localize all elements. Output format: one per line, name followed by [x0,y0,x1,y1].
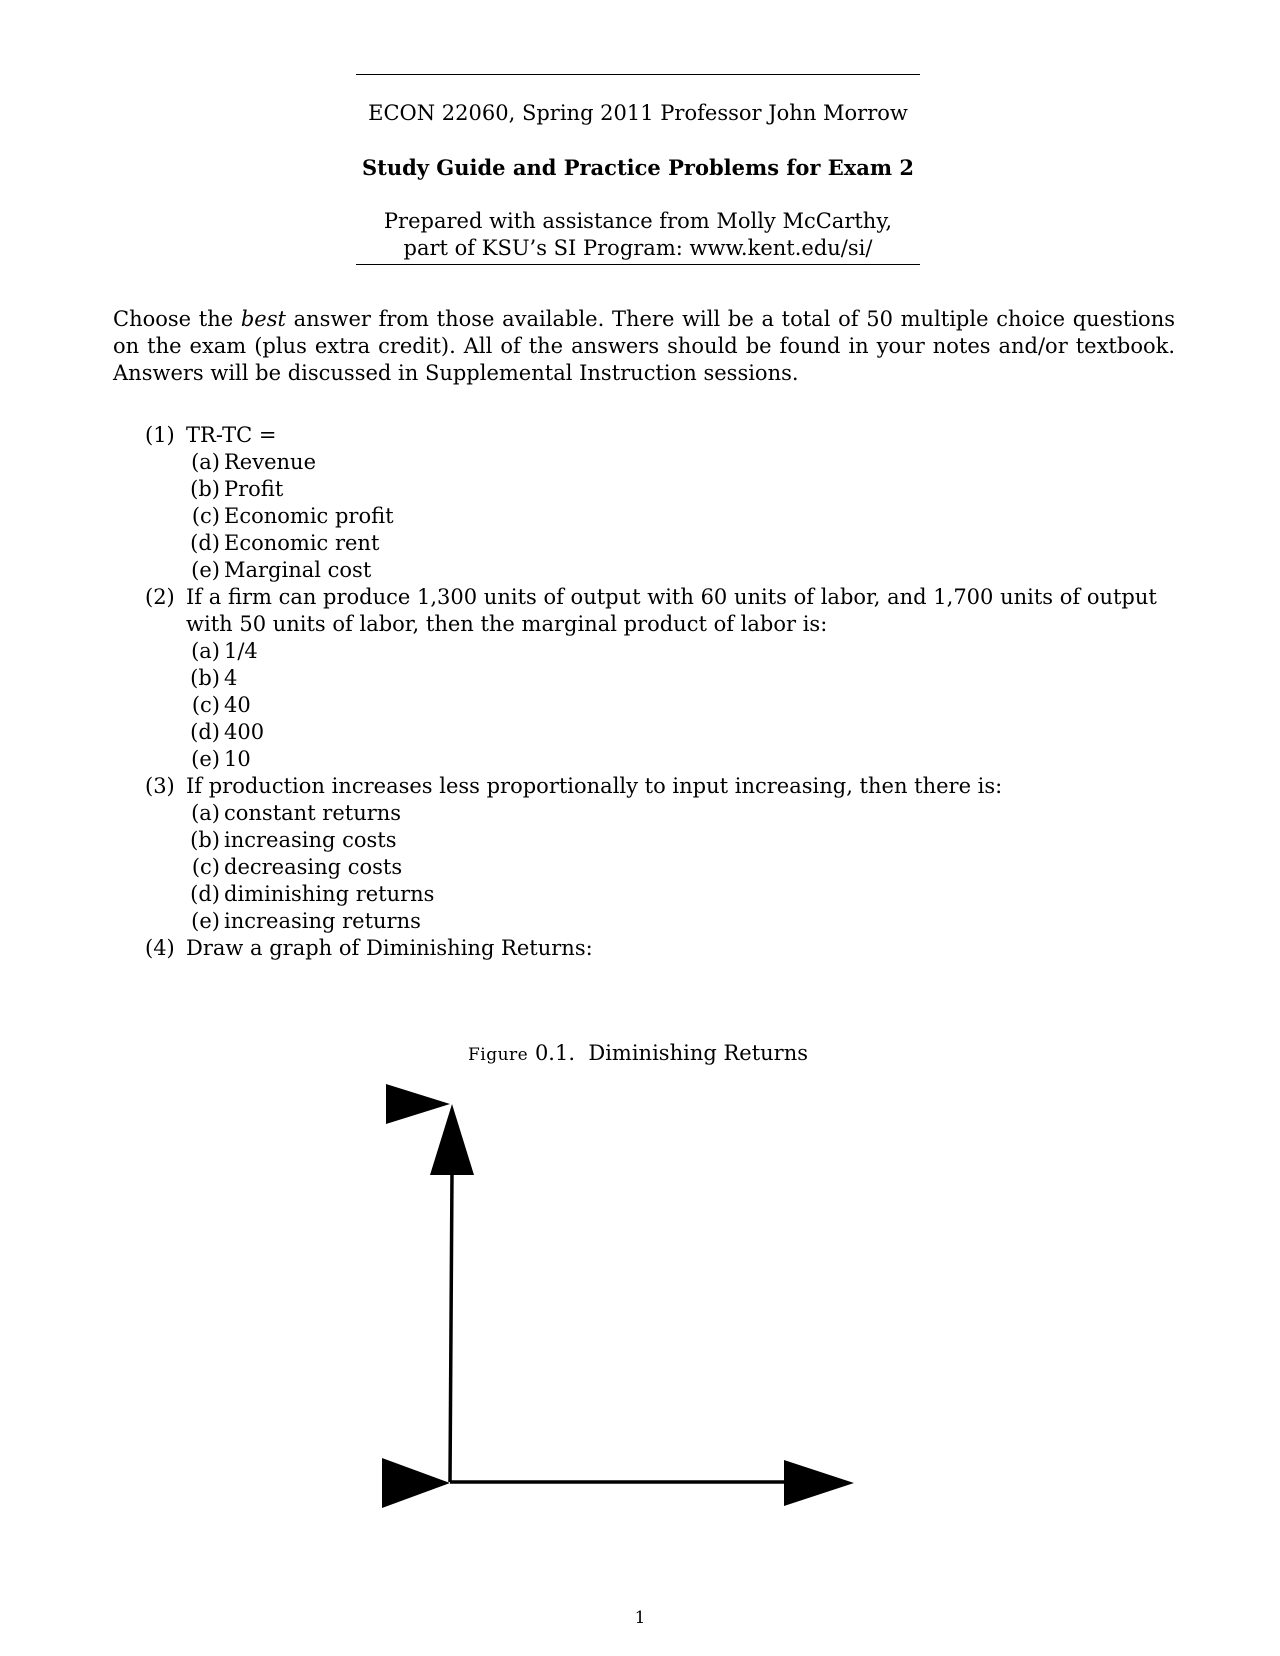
option-label: (d) [190,531,220,555]
document-title: Study Guide and Practice Problems for Exam 2 [361,155,915,180]
origin-arrowhead [382,1458,450,1508]
question-number: (2) [145,585,175,609]
y-axis-line [450,1172,452,1482]
question-2 [145,584,1175,773]
option-text: increasing returns [224,909,421,933]
option-label: (c) [191,855,220,879]
instructions-emphasis: best [240,307,286,331]
answer-option [186,881,1175,908]
answer-option [186,827,1175,854]
option-text: increasing costs [224,828,397,852]
answer-option [186,638,1175,665]
prepared-line-1: Prepared with assistance from Molly McCarthy, [383,209,893,233]
blank-axes-figure [360,1060,920,1520]
question-1 [145,422,1175,584]
x-axis-arrowhead [784,1460,854,1506]
instructions-text-start: Choose the [113,307,241,331]
figure-caption-number: 0.1. [534,1041,576,1065]
stray-arrowhead-top [386,1084,450,1124]
option-label: (e) [191,558,220,582]
option-text: Revenue [224,450,317,474]
answer-option [186,692,1175,719]
option-text: Marginal cost [224,558,372,582]
answer-option [186,719,1175,746]
option-label: (d) [190,882,220,906]
option-text: constant returns [224,801,402,825]
option-text: Economic profit [224,504,394,528]
header-bottom-rule [356,264,920,265]
answer-option [186,476,1175,503]
question-text: If a firm can produce 1,300 units of output with 60 units of labor, and 1,700 units of output with 50 units of labor, then the marginal product of labor is: [186,585,1157,636]
option-label: (e) [191,909,220,933]
answer-option [186,908,1175,935]
instructions-paragraph [113,306,1175,387]
option-label: (c) [191,504,220,528]
header-top-rule [356,74,920,75]
option-label: (b) [190,828,220,852]
question-number: (4) [145,936,175,960]
answer-option [186,665,1175,692]
option-label: (d) [190,720,220,744]
question-number: (1) [145,423,175,447]
option-text: 4 [224,666,238,690]
option-label: (b) [190,477,220,501]
answer-options [186,449,1175,584]
question-text: Draw a graph of Diminishing Returns: [186,936,593,960]
question-text: TR-TC = [186,423,277,447]
option-text: diminishing returns [224,882,435,906]
answer-option [186,746,1175,773]
option-label: (a) [191,801,220,825]
course-line: ECON 22060, Spring 2011 Professor John Morrow [368,101,908,125]
option-text: 40 [224,693,251,717]
question-4 [145,935,1175,962]
option-text: 1/4 [224,639,258,663]
answer-options [186,638,1175,773]
question-text: If production increases less proportionally to input increasing, then there is: [186,774,1003,798]
option-label: (e) [191,747,220,771]
question-list [145,422,1175,962]
option-label: (a) [191,450,220,474]
question-number: (3) [145,774,175,798]
answer-option [186,503,1175,530]
figure-caption-prefix: Figure [467,1045,529,1065]
answer-option [186,530,1175,557]
option-text: Economic rent [224,531,380,555]
y-axis-arrowhead [430,1104,474,1175]
answer-option [186,557,1175,584]
instructions-text-end: answer from those available. There will be a total of 50 multiple choice questions on the exam (plus extra credit). All of the answers should be found in your notes and/or textbook. Answers will be discussed in Supplemental Instruction sessions. [113,307,1175,385]
answer-option [186,854,1175,881]
figure-caption-title: Diminishing Returns [588,1041,809,1065]
question-3 [145,773,1175,935]
option-text: decreasing costs [224,855,403,879]
answer-option [186,800,1175,827]
option-text: 400 [224,720,265,744]
answer-option [186,449,1175,476]
option-label: (a) [191,639,220,663]
option-text: 10 [224,747,251,771]
prepared-note [356,208,920,262]
option-text: Profit [224,477,284,501]
answer-options [186,800,1175,935]
prepared-line-2: part of KSU’s SI Program: www.kent.edu/si/ [403,236,873,260]
option-label: (b) [190,666,220,690]
page-number: 1 [634,1608,646,1628]
option-label: (c) [191,693,220,717]
